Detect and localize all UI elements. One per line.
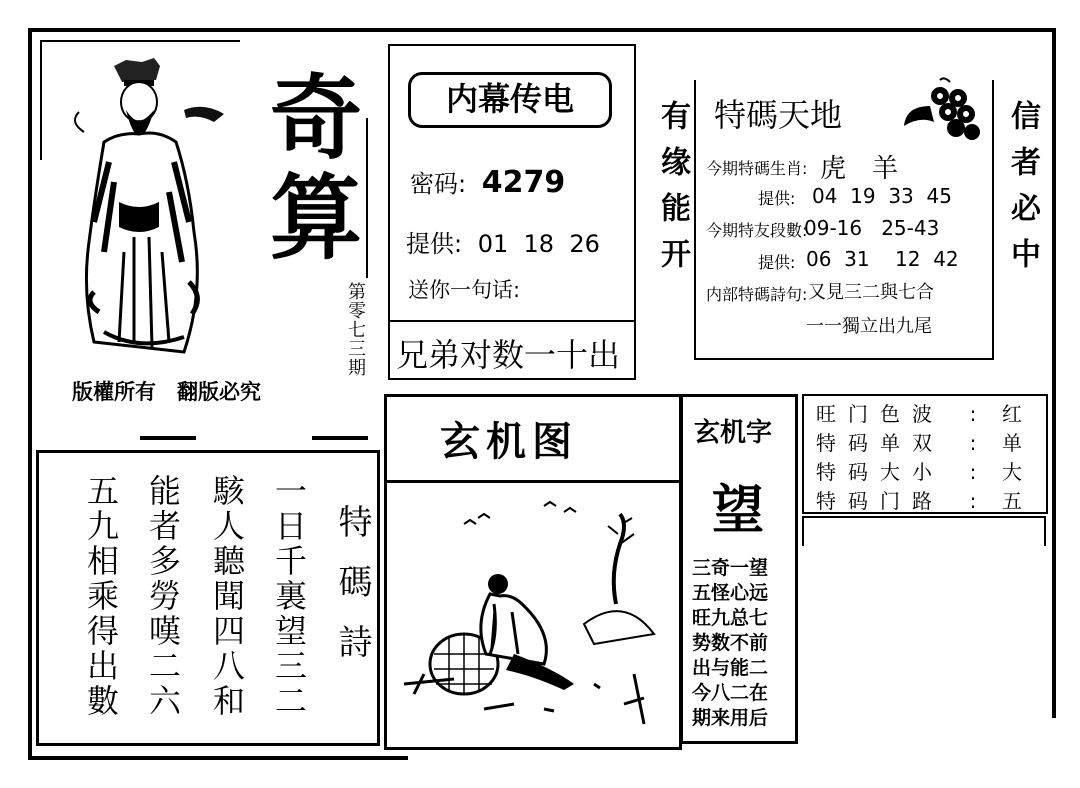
special-box-bottom: [694, 358, 994, 360]
inside-provide-value: 01 18 26: [477, 230, 600, 258]
mystery-picture-heading: 玄机图: [440, 418, 578, 465]
main-title-char-2: 算: [270, 164, 363, 272]
poem-line-1: 又見三二與七合: [808, 282, 934, 303]
inside-news-heading: 内幕传电: [408, 72, 612, 128]
empty-box-right: [1044, 516, 1046, 546]
attribute-value: 五: [1002, 489, 1022, 513]
attribute-row: 特码大小 : 大: [816, 458, 1022, 487]
divider-right: [312, 436, 368, 440]
mystery-word-heading: 玄机字: [694, 418, 773, 448]
frame-inner-left: [40, 40, 42, 160]
mystery-word-lines: [692, 556, 768, 731]
frame-top: [28, 28, 1056, 32]
mystery-word-line: 出与能二: [692, 657, 769, 679]
poem-column-1: 一日千裏望三二: [270, 474, 308, 719]
phrase-text: 兄弟对数一十出: [396, 336, 621, 374]
poem-column-3: 能者多勞嘆二六: [144, 474, 182, 719]
password-value: 4279: [481, 165, 566, 200]
inside-provide-row: [406, 224, 600, 259]
frame-bottom: [28, 756, 408, 760]
divider-left: [140, 436, 196, 440]
frame-right: [1052, 28, 1056, 718]
destiny-text: 有缘能开: [655, 100, 690, 284]
attribute-label: 特码单双: [816, 431, 944, 455]
friend-value: 09-16 25-43: [804, 216, 940, 240]
phrase-label: 送你一句话:: [408, 278, 521, 302]
mystery-word-line: 五怪心远: [692, 582, 769, 604]
special-heading: 特碼天地: [714, 96, 843, 134]
inside-provide-label: 提供:: [406, 230, 463, 258]
poem-label: 内部特碼詩句:: [706, 285, 808, 304]
deity-figure-illustration: [64, 52, 244, 362]
poem-column-4: 五九相乘得出數: [82, 474, 120, 719]
poem-heading: 特碼詩: [332, 504, 372, 684]
mystery-word-line: 期来用后: [692, 707, 769, 729]
mystery-picture-illustration: [394, 494, 674, 734]
attribute-row: 特码门路 : 五: [816, 487, 1022, 516]
provide2-label: 提供:: [758, 253, 796, 272]
grape-icon: [900, 76, 990, 156]
attribute-value: 红: [1002, 402, 1022, 426]
attribute-label: 特码门路: [816, 489, 944, 513]
provide1-value: 04 19 33 45: [812, 184, 952, 208]
provide1-label: 提供:: [758, 189, 796, 208]
friend-label: 今期特友段數:: [706, 221, 808, 240]
mystery-word-line: 三奇一望: [692, 557, 769, 579]
mystery-word-line: 旺九总七: [692, 607, 769, 629]
empty-box-top: [802, 516, 1046, 518]
issue-number: 第零七三期: [345, 282, 366, 377]
attribute-row: 特码单双 : 单: [816, 429, 1022, 458]
poem-line-2: 一一獨立出九尾: [806, 316, 932, 337]
attribute-label: 旺门色波: [816, 402, 944, 426]
attribute-value: 大: [1002, 460, 1022, 484]
mystery-picture-divider: [384, 480, 682, 483]
attribute-label: 特码大小: [816, 460, 944, 484]
password-label: 密码:: [410, 170, 467, 198]
password-row: [410, 164, 565, 200]
title-side-line: [366, 118, 368, 278]
copyright-notice: 版權所有 翻版必究: [72, 379, 261, 404]
attribute-row: 旺门色波 : 红: [816, 400, 1022, 429]
attribute-value: 单: [1002, 431, 1022, 455]
mystery-word-char: 望: [712, 480, 765, 541]
zodiac-value: 虎 羊: [820, 154, 899, 184]
mystery-word-line: 今八二在: [692, 682, 769, 704]
poem-column-2: 駭人聽聞四八和: [208, 474, 246, 719]
main-title-char-1: 奇: [270, 64, 363, 172]
frame-left: [28, 28, 32, 760]
special-box-left: [694, 80, 696, 360]
phrase-divider: [390, 320, 636, 322]
frame-inner-top: [40, 40, 240, 42]
attributes-box: [802, 394, 1048, 514]
empty-box-left: [802, 516, 804, 546]
believer-text: 信者必中: [1005, 100, 1040, 284]
mystery-word-line: 势数不前: [692, 632, 769, 654]
zodiac-label: 今期特碼生肖:: [706, 159, 808, 178]
provide2-value: 06 31 12 42: [806, 247, 959, 271]
special-box-right: [992, 80, 994, 360]
